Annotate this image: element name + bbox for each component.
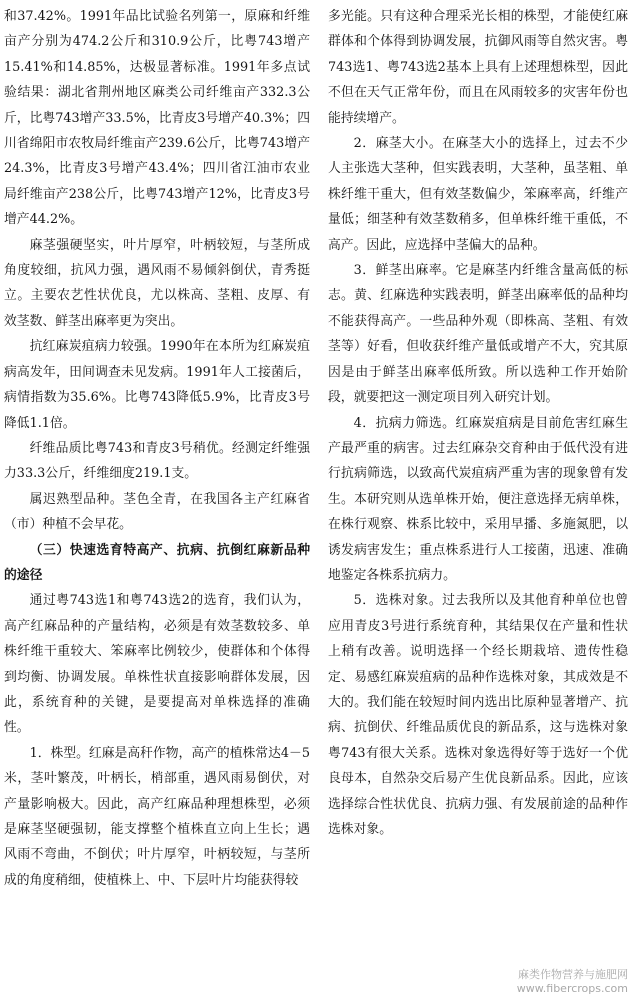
left-column: [4, 4, 310, 893]
right-paragraph-4: 4．抗病力筛选。红麻炭疽病是目前危害红麻生产最严重的病害。过去红麻杂交育种由于低代没有进行抗病筛选，以致高代炭疽病严重为害的现象曾有发生。本研究则从选单株开始，便注意选择无病单株，在株行观察、株系比较中，采用早播、多施氮肥，以诱发病害发生；重点株系进行人工接菌，迅速、准确地鉴定各株系抗病力。: [328, 415, 628, 583]
right-column: [328, 4, 628, 842]
right-paragraph-1: 多光能。只有这种合理采光长相的株型，才能使红麻群体和个体得到协调发展，抗御风雨等自然灾害。粤743选1、粤743选2基本上具有上述理想株型，因此不但在天气正常年份，而且在风雨较多的灾害年份也能持续增产。: [328, 9, 628, 126]
watermark: [517, 968, 628, 996]
watermark-site-name: 麻类作物营养与施肥网: [518, 968, 628, 981]
right-paragraph-3: 3．鲜茎出麻率。它是麻茎内纤维含量高低的标志。黄、红麻选种实践表明，鲜茎出麻率低的品种均不能获得高产。一些品种外观（即株高、茎粗、有效茎等）好看，但收获纤维产量低或增产不大，究其原因是由于鲜茎出麻率低所致。所以选种工作开始阶段，就要把这一测定项目列入研究计划。: [328, 263, 628, 406]
left-paragraph-7: 1．株型。红麻是高秆作物，高产的植株常达4－5米，茎叶繁茂，叶柄长，梢部重，遇风雨易倒伏，对产量影响极大。因此，高产红麻品种理想株型，必须是麻茎坚硬强韧，能支撑整个植株直立向上生长；遇风雨不弯曲，不倒伏；叶片厚窄，叶柄较短，与茎所成的角度稍细，使植株上、中、下层叶片均能获得较: [4, 745, 310, 888]
left-paragraph-6: 通过粤743选1和粤743选2的选育，我们认为，高产红麻品种的产量结构，必须是有效茎数较多、单株纤维干重较大、笨麻率比例较少，使群体和个体得到均衡、协调发展。单株性状直接影响群体发展，因此，系统育种的关键，是要提高对单株选择的准确性。: [4, 593, 310, 736]
left-paragraph-3: 抗红麻炭疽病力较强。1990年在本所为红麻炭疽病高发年，田间调查未见发病。1991年人工接菌后，病情指数为35.6%。比粤743降低5.9%，比青皮3号降低1.1倍。: [4, 339, 310, 431]
left-paragraph-1: 和37.42%。1991年品比试验名列第一，原麻和纤维亩产分别为474.2公斤和310.9公斤，比粤743增产15.41%和14.85%，达极显著标准。1991年多点试验结果：湖北省荆州地区麻类公司纤维亩产332.3公斤，比粤743增产33.5%，比青皮3号增产40.3%；四川省绵阳市农牧局纤维亩产239.6公斤，比粤743增产24.3%，比青皮3号增产43.4%；四川省江油市农业局纤维亩产238公斤，比粤743增产12%，比青皮3号增产44.2%。: [4, 9, 310, 228]
left-paragraph-5: 属迟熟型品种。茎色全青，在我国各主产红麻省（市）种植不会早花。: [4, 491, 310, 533]
left-paragraph-2: 麻茎强硬坚实，叶片厚窄，叶柄较短，与茎所成角度较细，抗风力强，遇风雨不易倾斜倒伏，青秀挺立。主要农艺性状优良，尤以株高、茎粗、皮厚、有效茎数、鲜茎出麻率更为突出。: [4, 237, 310, 329]
right-paragraph-5: 5．选株对象。过去我所以及其他育种单位也曾应用青皮3号进行系统育种，其结果仅在产量和性状上稍有改善。说明选择一个经长期栽培、遗传性稳定、易感红麻炭疽病的品种作选株对象，其成效是不大的。我们能在较短时间内选出比原种显著增产、抗病、抗倒伏、纤维品质优良的新品系，这与选株对象粤743有很大关系。选株对象选得好等于选好一个优良母本，自然杂交后易产生优良新品系。因此，应该选择综合性状优良、抗病力强、有发展前途的品种作选株对象。: [328, 593, 628, 837]
left-paragraph-4: 纤维品质比粤743和青皮3号稍优。经测定纤维强力33.3公斤，纤维细度219.1支。: [4, 440, 310, 482]
right-paragraph-2: 2．麻茎大小。在麻茎大小的选择上，过去不少人主张选大茎种，但实践表明，大茎种，虽茎粗、单株纤维干重大，但有效茎数偏少，笨麻率高，纤维产量低；细茎种有效茎数稍多，但单株纤维干重低，不高产。因此，应选择中茎偏大的品种。: [328, 136, 628, 253]
section-heading: （三）快速选育特高产、抗病、抗倒红麻新品种的途径: [4, 542, 310, 583]
watermark-url: www.fibercrops.com: [516, 982, 628, 995]
